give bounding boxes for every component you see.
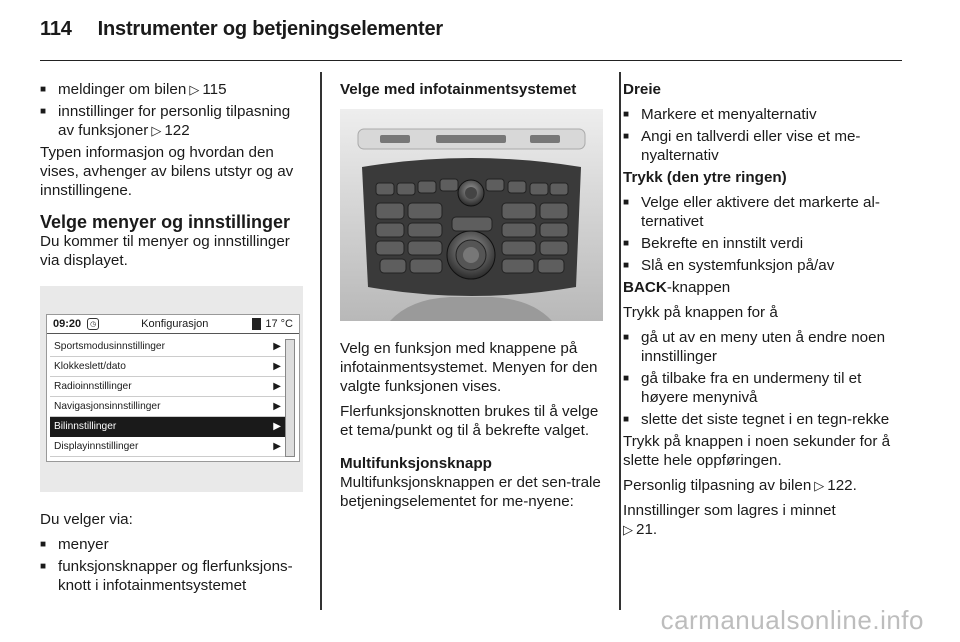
list-item: ■ slette det siste tegnet i en tegn-rekke [623, 410, 908, 429]
display-screen [46, 314, 300, 462]
infotainment-console-photo [340, 109, 603, 321]
reference-arrow-icon: ▷ [623, 522, 633, 537]
chevron-right-icon: ▶ [273, 421, 281, 432]
list-item: ■ gå ut av en meny uten å endre noen innstillinger [623, 328, 908, 366]
column-2 [340, 80, 602, 517]
section-heading: Velge med infotainmentsystemet [340, 81, 577, 98]
paragraph: Innstillinger som lagres i minnet ▷ 21. [623, 502, 836, 538]
display-screenshot [40, 286, 303, 492]
chevron-right-icon: ▶ [273, 401, 281, 412]
chevron-right-icon: ▶ [273, 441, 281, 452]
thermometer-icon [252, 318, 261, 330]
display-menu-item-selected: Bilinnstillinger ▶ [50, 417, 285, 437]
chevron-right-icon: ▶ [273, 381, 281, 392]
list-item: ■ meldinger om bilen ▷ 115 [40, 80, 305, 99]
paragraph: Typen informasjon og hvordan den vises, avhenger av bilens utstyr og av innstillingene. [40, 144, 294, 199]
list-item: ■ Bekrefte en innstilt verdi [623, 234, 908, 253]
display-menu-item: Klokkeslett/dato ▶ [50, 357, 285, 377]
list-item: ■ Velge eller aktivere det markerte al-ternativet [623, 193, 908, 231]
page-number: 114 [40, 18, 72, 40]
console-illustration [340, 109, 603, 321]
back-button-heading: BACK-knappen [623, 279, 731, 296]
list-item: ■ menyer [40, 535, 305, 554]
section-heading: Velge menyer og innstillinger [40, 212, 291, 232]
page-header [40, 18, 443, 41]
list-item: ■ Slå en systemfunksjon på/av [623, 256, 908, 275]
column-1 [40, 80, 305, 598]
column-divider-2 [619, 72, 621, 610]
paragraph: Trykk på knappen for å [623, 304, 778, 321]
paragraph: Velg en funksjon med knappene på infotainmentsystemet. Menyen for den valgte funksjonen vises. [340, 340, 598, 395]
column-3 [623, 80, 908, 545]
display-time: 09:20 [53, 317, 82, 330]
paragraph: Flerfunksjonsknotten brukes til å velge et tema/punkt og til å bekrefte valget. [340, 403, 599, 439]
display-menu-item: Navigasjonsinnstillinger ▶ [50, 397, 285, 417]
sub-heading: Dreie [623, 81, 661, 98]
paragraph: Du kommer til menyer og innstillinger via displayet. [40, 233, 290, 269]
display-title: Konfigurasjon [141, 317, 209, 330]
paragraph: Du velger via: [40, 511, 133, 528]
paragraph: Trykk på knappen i noen sekunder for å slette hele oppføringen. [623, 433, 891, 469]
display-scrollbar [285, 339, 295, 457]
display-menu-item: Sportsmodusinnstillinger ▶ [50, 337, 285, 357]
list-item: ■ Markere et menyalternativ [623, 105, 908, 124]
paragraph: Personlig tilpasning av bilen ▷ 122. [623, 477, 857, 494]
reference-arrow-icon: ▷ [151, 123, 162, 138]
sub-heading: Multifunksjonsknapp [340, 455, 492, 472]
display-status-bar [47, 315, 299, 334]
list-item: ■ Angi en tallverdi eller vise et me-nyalternativ [623, 127, 908, 165]
clock-icon: ◷ [87, 318, 99, 330]
display-menu-list [50, 337, 285, 457]
header-rule [40, 60, 902, 61]
column-divider-1 [320, 72, 322, 610]
display-menu-item: Radioinnstillinger ▶ [50, 377, 285, 397]
display-menu-item: Displayinnstillinger ▶ [50, 437, 285, 457]
reference-arrow-icon: ▷ [814, 478, 825, 493]
chevron-right-icon: ▶ [273, 341, 281, 352]
page-title: Instrumenter og betjeningselementer [97, 18, 443, 40]
list-item: ■ gå tilbake fra en undermeny til et høyere menynivå [623, 369, 908, 407]
reference-arrow-icon: ▷ [189, 82, 200, 97]
sub-heading: Trykk (den ytre ringen) [623, 169, 787, 186]
list-item: ■ innstillinger for personlig tilpasning av funksjoner ▷ 122 [40, 102, 305, 140]
paragraph: Multifunksjonsknappen er det sen-trale betjeningselementet for me-nyene: [340, 474, 601, 510]
watermark: carmanualsonline.info [660, 605, 924, 635]
list-item: ■ funksjonsknapper og flerfunksjons-knott i infotainmentsystemet [40, 557, 305, 595]
chevron-right-icon: ▶ [273, 361, 281, 372]
display-temperature: 17 °C [265, 317, 293, 330]
